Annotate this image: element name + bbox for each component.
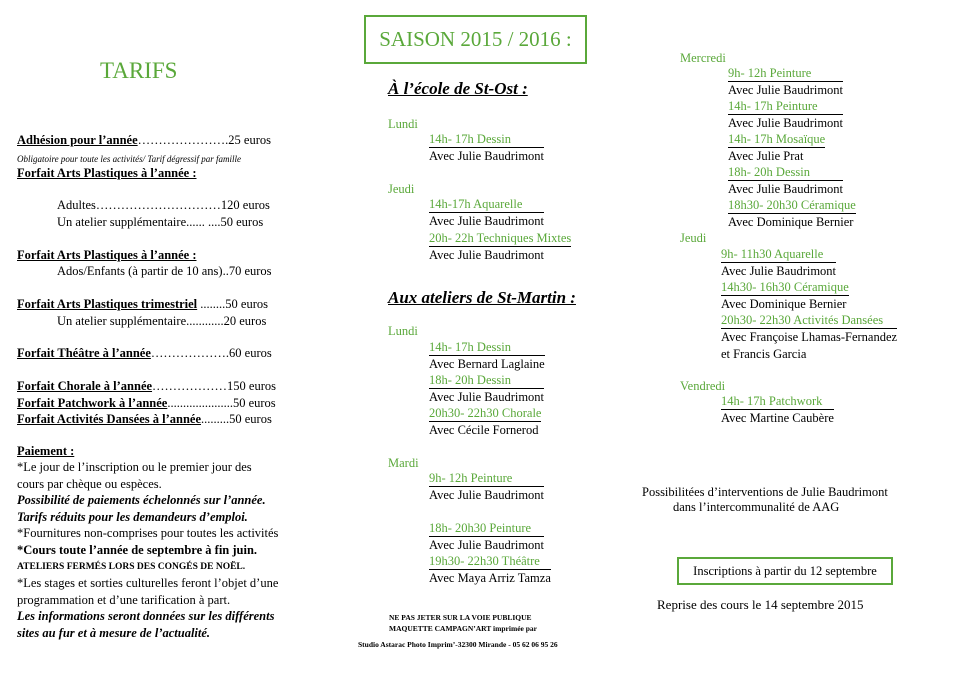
- tarif-price: 50 euros: [229, 412, 272, 426]
- schedule-slot: [429, 406, 541, 439]
- slot-time: 14h30- 16h30 Céramique: [721, 280, 849, 294]
- slot-teacher: Avec Bernard Laglaine: [429, 357, 545, 371]
- season-title: SAISON 2015 / 2016 :: [379, 27, 572, 51]
- slot-time: 20h- 22h Techniques Mixtes: [429, 231, 572, 245]
- tarif-row: [17, 378, 276, 394]
- schedule-slot: [721, 394, 834, 427]
- tarif-price: 50 euros: [220, 215, 264, 229]
- schedule-slot: [728, 99, 843, 132]
- tarif-price: 50 euros: [232, 396, 276, 410]
- tarif-label: Forfait Patchwork à l’année: [17, 396, 168, 410]
- tarif-dots: ……………….: [150, 346, 230, 360]
- day-label: Jeudi: [388, 182, 415, 196]
- slot-teacher: Avec Julie Baudrimont: [429, 390, 545, 404]
- slot-teacher: Avec Martine Caubère: [721, 411, 834, 425]
- tarif-item: Adultes: [57, 198, 96, 212]
- tarif-dots: .....................: [167, 396, 233, 410]
- tarif-row: [17, 132, 271, 148]
- tarif-dots: .........: [201, 412, 230, 426]
- reprise-text: Reprise des cours le 14 septembre 2015: [657, 597, 864, 612]
- day-label: Jeudi: [680, 231, 707, 245]
- tarif-price: 20 euros: [223, 314, 267, 328]
- tarif-price: 50 euros: [225, 297, 268, 311]
- schedule-slot: [429, 231, 571, 264]
- day-label: Lundi: [388, 324, 418, 338]
- tarif-row: [17, 296, 268, 312]
- slot-time: 14h- 17h Patchwork: [721, 394, 834, 410]
- print-notice: [389, 612, 537, 634]
- slot-teacher: Avec Dominique Bernier: [721, 297, 847, 311]
- inscriptions-text: Inscriptions à partir du 12 septembre: [693, 564, 877, 578]
- slot-teacher: Avec Dominique Bernier: [728, 215, 854, 229]
- schedule-slot: [721, 247, 836, 280]
- slot-teacher: Avec Julie Baudrimont: [429, 538, 545, 552]
- payment-line: programmation et d’une tarification à part.: [17, 592, 231, 607]
- schedule-slot: [429, 521, 544, 554]
- tarif-label: Forfait Arts Plastiques à l’année :: [17, 166, 197, 180]
- inscriptions-box: [677, 557, 893, 585]
- slot-teacher: Avec Julie Baudrimont: [429, 149, 545, 163]
- schedule-slot: [429, 554, 551, 587]
- slot-teacher: Avec Julie Baudrimont: [721, 264, 837, 278]
- payment-line: Tarifs réduits pour les demandeurs d’emploi.: [17, 509, 248, 524]
- day-label: Vendredi: [680, 379, 726, 393]
- slot-time: 18h30- 20h30 Céramique: [728, 198, 856, 212]
- tarif-item: Un atelier supplémentaire: [57, 215, 187, 229]
- tarif-dots: …………………………: [95, 198, 221, 212]
- season-box: [364, 15, 587, 64]
- schedule-slot: [429, 132, 544, 165]
- tarif-row: [57, 197, 270, 213]
- day-label: Lundi: [388, 117, 418, 131]
- tarif-row: [17, 165, 197, 181]
- payment-line: *Les stages et sorties culturelles feront l’objet d’une: [17, 576, 279, 591]
- slot-time: 14h- 17h Mosaïque: [728, 132, 826, 146]
- tarif-row: [17, 395, 276, 411]
- tarif-item: Ados/Enfants (à partir de 10 ans): [57, 264, 223, 278]
- tarif-label: Forfait Activités Dansées à l’année: [17, 412, 201, 426]
- tarif-item: Un atelier supplémentaire: [57, 314, 187, 328]
- tarif-price: 25 euros: [228, 133, 271, 147]
- tarif-label: Forfait Arts Plastiques trimestriel: [17, 297, 198, 311]
- slot-time: 14h- 17h Peinture: [728, 99, 843, 115]
- payment-line: sites au fur et à mesure de l’actualité.: [17, 626, 211, 640]
- tarif-dots: ………………: [152, 379, 228, 393]
- slot-time: 20h30- 22h30 Activités Dansées: [721, 313, 897, 329]
- tarif-row: [57, 313, 266, 329]
- slot-time: 9h- 11h30 Aquarelle: [721, 247, 836, 263]
- st-ost-heading: À l’école de St-Ost :: [388, 79, 528, 98]
- tarif-label: Adhésion pour l’année: [17, 133, 138, 147]
- tarif-price: 70 euros: [228, 264, 272, 278]
- tarif-label: Forfait Chorale à l’année: [17, 379, 153, 393]
- schedule-slot: [728, 198, 856, 231]
- day-label: Mardi: [388, 456, 419, 470]
- st-martin-heading: Aux ateliers de St-Martin :: [388, 288, 576, 307]
- schedule-slot: [721, 280, 849, 313]
- payment-line: *Le jour de l’inscription ou le premier jour des: [17, 460, 252, 474]
- slot-time: 18h- 20h Dessin: [728, 165, 843, 181]
- day-label: Mercredi: [680, 51, 726, 65]
- possibilities-line: dans l’intercommunalité de AAG: [673, 500, 840, 514]
- possibilities-line: Possibilitées d’interventions de Julie Baudrimont: [642, 485, 888, 499]
- payment-line: *Fournitures non-comprises pour toutes les activités: [17, 526, 279, 541]
- slot-teacher: Avec Maya Arriz Tamza: [429, 571, 551, 585]
- tarif-row: [17, 411, 272, 427]
- payment-line: cours par chèque ou espèces.: [17, 476, 162, 491]
- slot-teacher: Avec Françoise Lhamas-Fernandez: [721, 330, 898, 344]
- tarifs-title: TARIFS: [100, 58, 178, 83]
- payment-line: Possibilité de paiements échelonnés sur l’année.: [17, 493, 266, 508]
- print-notice-line: NE PAS JETER SUR LA VOIE PUBLIQUE: [389, 613, 532, 622]
- tarif-dots: ............: [186, 314, 224, 328]
- printer-credit: Studio Astarac Photo Imprim’-32300 Mirande - 05 62 06 95 26: [358, 640, 558, 649]
- slot-teacher: Avec Julie Prat: [728, 149, 804, 163]
- payment-line: ATELIERS FERMÉS LORS DES CONGÉS DE NOËL.: [17, 561, 246, 572]
- slot-teacher: Avec Julie Baudrimont: [429, 488, 545, 502]
- tarif-label: Forfait Arts Plastiques à l’année :: [17, 248, 197, 262]
- payment-title: Paiement :: [17, 444, 75, 458]
- slot-teacher: Avec Julie Baudrimont: [429, 214, 545, 228]
- tarif-price: 60 euros: [229, 346, 272, 360]
- slot-time: 14h-17h Aquarelle: [429, 197, 544, 213]
- tarif-price: 120 euros: [220, 198, 270, 212]
- schedule-slot: [429, 373, 544, 406]
- print-notice-line: MAQUETTE CAMPAGN’ART imprimée par: [389, 624, 537, 633]
- payment-line: *Cours toute l’année de septembre à fin juin.: [17, 543, 258, 557]
- slot-teacher-extra: et Francis Garcia: [721, 347, 807, 361]
- tarif-label: Forfait Théâtre à l’année: [17, 346, 151, 360]
- schedule-slot: [721, 313, 897, 363]
- tarif-row: [17, 247, 197, 263]
- tarif-dots: ..: [222, 264, 229, 278]
- tarif-dots: ………………….: [137, 133, 229, 147]
- tarif-note: Obligatoire pour toute les activités/ Tarif dégressif par famille: [17, 154, 241, 164]
- tarif-row: [57, 214, 263, 230]
- tarif-row: [17, 345, 272, 361]
- schedule-slot: [728, 165, 843, 198]
- slot-teacher: Avec Julie Baudrimont: [728, 116, 844, 130]
- slot-teacher: Avec Julie Baudrimont: [728, 83, 844, 97]
- tarif-dots: ........: [197, 297, 226, 311]
- slot-time: 18h- 20h Dessin: [429, 373, 544, 389]
- slot-teacher: Avec Julie Baudrimont: [429, 248, 545, 262]
- payment-line: Les informations seront données sur les différents: [17, 609, 275, 624]
- schedule-slot: [728, 132, 825, 165]
- tarif-price: 150 euros: [227, 379, 276, 393]
- slot-time: 19h30- 22h30 Théâtre: [429, 554, 551, 570]
- schedule-slot: [429, 340, 545, 373]
- schedule-slot: [728, 66, 843, 99]
- schedule-slot: [429, 471, 544, 504]
- schedule-slot: [429, 197, 544, 230]
- slot-time: 20h30- 22h30 Chorale: [429, 406, 542, 420]
- slot-time: 14h- 17h Dessin: [429, 340, 545, 356]
- slot-teacher: Avec Cécile Fornerod: [429, 423, 539, 437]
- slot-time: 9h- 12h Peinture: [728, 66, 843, 82]
- tarif-dots: ...... ....: [186, 215, 221, 229]
- slot-teacher: Avec Julie Baudrimont: [728, 182, 844, 196]
- slot-time: 14h- 17h Dessin: [429, 132, 544, 148]
- slot-time: 18h- 20h30 Peinture: [429, 521, 544, 537]
- slot-time: 9h- 12h Peinture: [429, 471, 544, 487]
- tarif-row: [57, 263, 272, 279]
